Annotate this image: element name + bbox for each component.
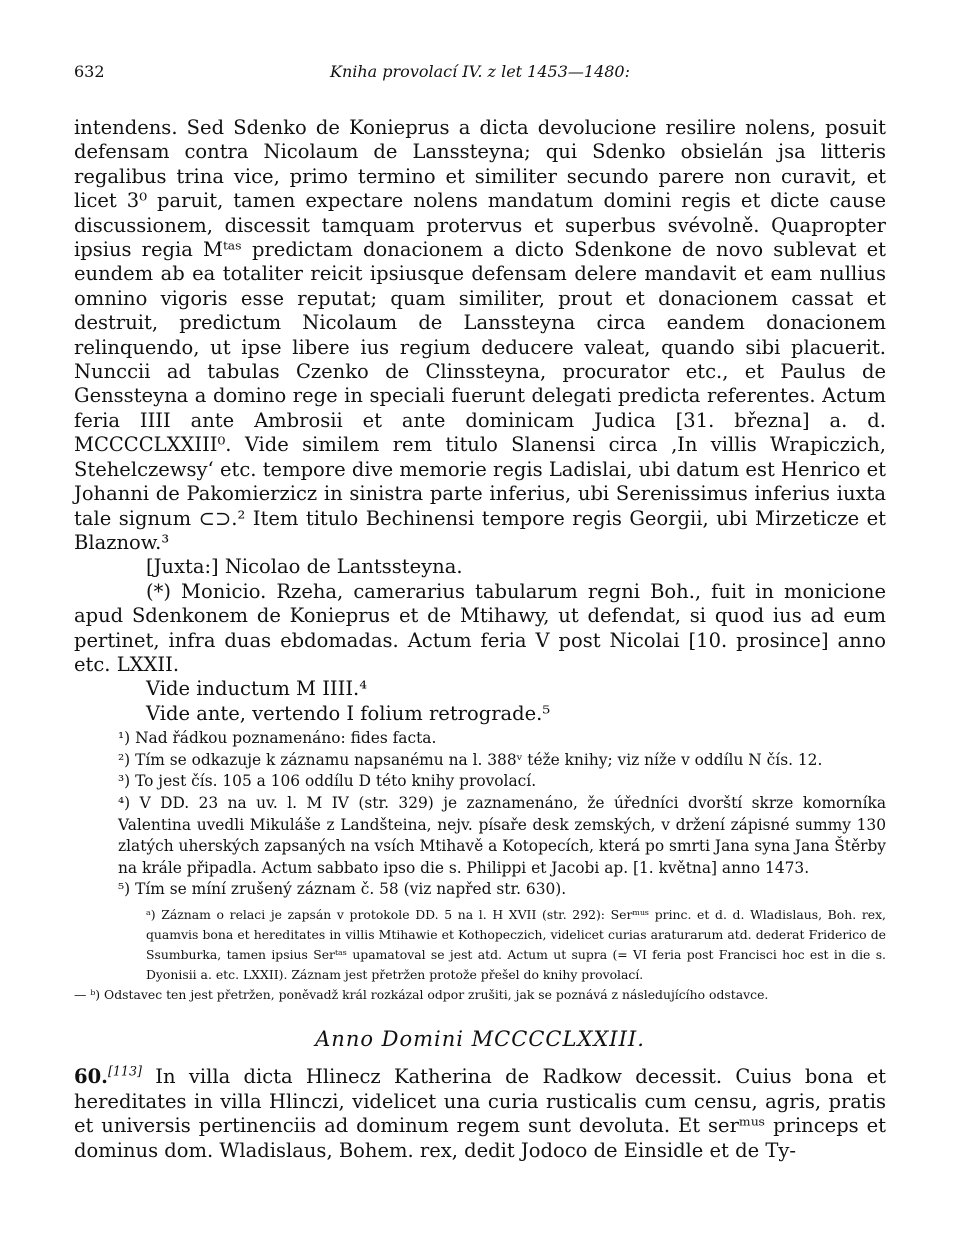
footnote-1: ¹) Nad řádkou poznamenáno: fides facta. [118,729,437,748]
page [74,62,886,1163]
section-heading: Anno Domini MCCCCLXXIII. [315,1027,645,1052]
footnote-3: ³) To jest čís. 105 a 106 oddílu D této knihy provolací. [118,772,537,791]
running-header [74,62,886,92]
page-number: 632 [74,62,105,81]
footnote-5: ⁵) Tím se míní zrušený záznam č. 58 (viz napřed str. 630). [118,880,567,899]
critical-apparatus [74,905,886,1005]
main-text [74,116,886,726]
footnote-2: ²) Tím se odkazuje k záznamu napsanému na l. 388ᵛ téže knihy; viz níže v oddílu N čís. 12. [118,750,823,769]
paragraph-juxta: [Juxta:] Nicolao de Lantssteyna. [146,555,463,579]
running-title: Kniha provolací IV. z let 1453—1480: [329,62,630,81]
entry-60 [74,1065,886,1163]
paragraph-vide-inductum: Vide inductum M IIII.⁴ [146,677,368,701]
entry-number: 60. [74,1065,108,1089]
paragraph-1: intendens. Sed Sdenko de Konieprus a dicta devolucione resilire nolens, posuit defensam contra Nicolaum de Lanssteyna; qui Sdenko obsielán jsa litteris regalibus trina vice, primo termino et similiter secundo parere non curavit, et licet 3⁰ paruit, tamen expectare nolens mandatum domini regis et dicte cause discussionem, discessit tamquam protervus et superbus svévolně. Quapropter ipsius regia Mᵗᵃˢ predictam donacionem a dicto Sdenkone de novo sublevat et eundem ab ea totaliter reicit ipsiusque defensam delere mandavit et eam nullius omnino vigoris esse reputat; quam similiter, prout et donacionem cassat et destruit, predictum Nicolaum de Lanssteyna circa eandem donacionem relinquendo, ut ipse libere ius regium deducere valeat, quando sibi placuerit. Nunccii ad tabulas Czenko de Clinssteyna, procurator etc., et Paulus de Genssteyna a domino rege in speciali fuerunt delegati predicta referentes. Actum feria IIII ante Ambrosii et ante dominicam Judica [31. března] a. d. MCCCCLXXIII⁰. Vide similem rem titulo Slanensi circa ‚In villis Wrapiczich, Stehelczewsy‘ etc. tempore dive memorie regis Ladislai, ubi datum est Henrico et Johanni de Pakomierzicz in sinistra parte inferius, ubi Serenissimus inferius iuxta tale signum ⊂⊃.² Item titulo Bechinensi tempore regis Georgii, ubi Mirzeticze et Blaznow.³ [74,116,886,554]
footnote-4: ⁴) V DD. 23 na uv. l. M IV (str. 329) je zaznamenáno, že úředníci dvorští skrze komorníka Valentina uvedli Mikuláše z Landšteina, nejv. písaře desk zemských, v držení zápisné summy 130 zlatých uherských zapsaných na vsích Mtihavě a Kotopecích, která po smrti Jana syna Jana Štěrby na krále připadla. Actum sabbato ipso die s. Philippi et Jacobi ap. [1. května] anno 1473. [118,793,886,877]
paragraph-monicio: (*) Monicio. Rzeha, camerarius tabularum regni Boh., fuit in monicione apud Sdenkonem de Konieprus et de Mtihawy, ut defendat, si quod ius ad eum pertinet, infra duas ebdomadas. Actum feria V post Nicolai [10. prosince] anno etc. LXXII. [74,579,886,676]
entry-text: In villa dicta Hlinecz Katherina de Radkow decessit. Cuius bona et hereditates in villa Hlinczi, videlicet una curia rusticalis cum censu, agris, pratis et universis pertinenciis ad dominum regem sunt devoluta. Et serᵐᵘˢ princeps et dominus dom. Wladislaus, Bohem. rex, dedit Jodoco de Einsidle et de Ty- [74,1065,887,1162]
critical-note-b: — ᵇ) Odstavec ten jest přetržen, poněvadž král rozkázal odpor zrušiti, jak se poznává z následujícího odstavce. [74,987,769,1003]
footnotes [74,728,886,901]
paragraph-vide-ante: Vide ante, vertendo I folium retrograde.⁵ [146,701,551,725]
critical-note-a: ᵃ) Záznam o relaci je zapsán v protokole DD. 5 na l. H XVII (str. 292): Serᵐᵘˢ princ. et d. d. Wladislaus, Boh. rex, quamvis bona et hereditates in villis Mtihawie et Kothopeczich, videlicet curias araturarum atd. dederat Friderico de Ssumburka, tamen ipsius Serᵗᵃˢ upamatoval se jest atd. Actum ut supra (= VI feria post Francisci hoc est in die s. Dyonisii a. etc. LXXII). Záznam jest přetržen protože přešel do knihy provolací. [146,906,886,983]
folio-reference: [113] [107,1063,142,1079]
